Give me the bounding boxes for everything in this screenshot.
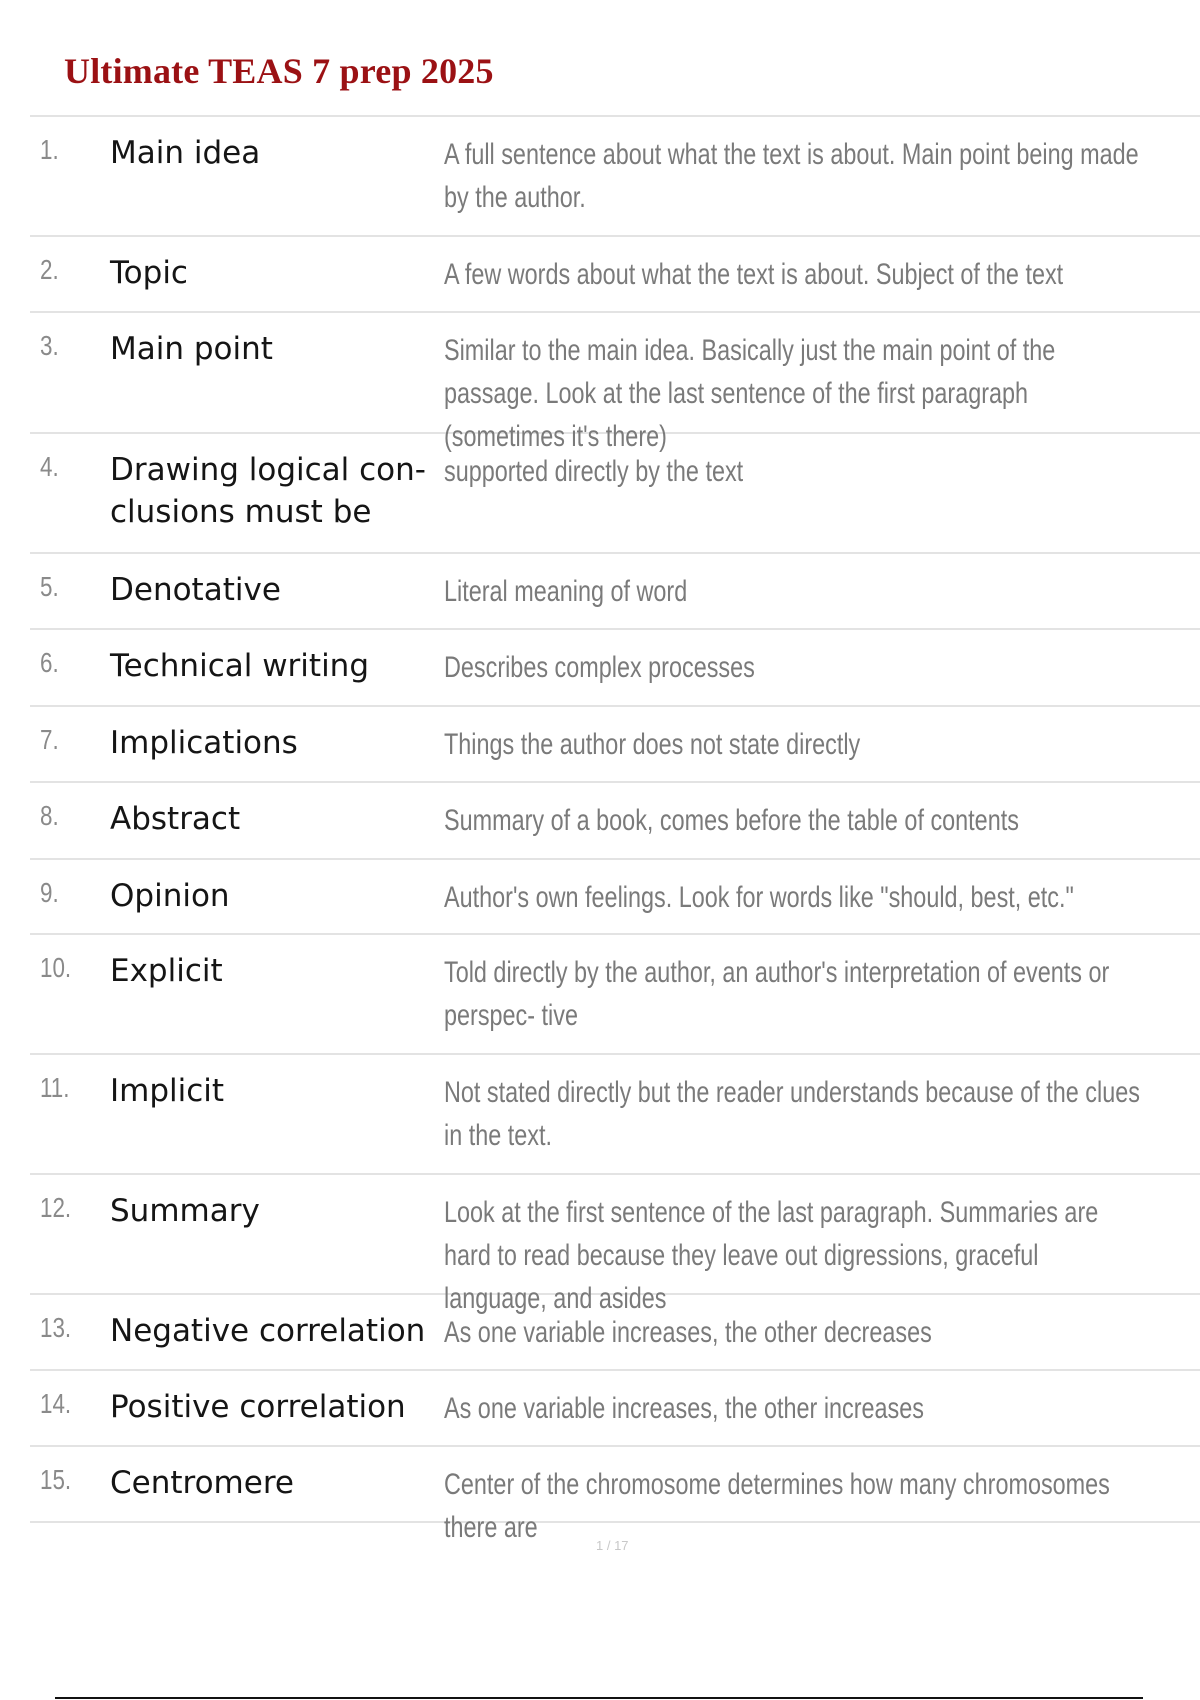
- term-label: Positive correlation: [110, 1389, 406, 1425]
- term-definition: Things the author does not state directly: [444, 728, 861, 761]
- term-definition: Describes complex processes: [444, 651, 755, 684]
- term-definition: Literal meaning of word: [444, 575, 688, 608]
- row-number: 6.: [40, 647, 59, 678]
- term-definition: A few words about what the text is about. Subject of the text: [444, 258, 1064, 291]
- term-label: Opinion: [110, 878, 230, 914]
- term-label: Drawing logical con- clusions must be: [110, 452, 426, 530]
- term-definition: A full sentence about what the text is about. Main point being made by the author.: [444, 138, 1139, 214]
- term-definition: Not stated directly but the reader understands because of the clues in the text.: [444, 1076, 1140, 1152]
- row-number: 12.: [40, 1192, 72, 1223]
- term-definition: Summary of a book, comes before the table of contents: [444, 804, 1019, 837]
- term-definition: Center of the chromosome determines how many chromosomes there are: [444, 1468, 1110, 1544]
- term-label: Abstract: [110, 801, 241, 837]
- term-label: Implications: [110, 725, 298, 761]
- term-definition: Told directly by the author, an author's interpretation of events or perspec- tive: [444, 956, 1110, 1032]
- row-number: 5.: [40, 571, 59, 602]
- row-number: 13.: [40, 1312, 72, 1343]
- row-number: 9.: [40, 877, 59, 908]
- row-number: 15.: [40, 1464, 72, 1495]
- term-row: [30, 313, 1200, 453]
- term-row: [30, 630, 1200, 707]
- row-number: 8.: [40, 800, 59, 831]
- row-number: 14.: [40, 1388, 72, 1419]
- row-number: 10.: [40, 952, 72, 983]
- footer-divider: [55, 1697, 1143, 1699]
- term-row: [30, 783, 1200, 860]
- term-row: [30, 707, 1200, 783]
- term-row: [30, 434, 1200, 554]
- document-title: Ultimate TEAS 7 prep 2025: [64, 51, 494, 91]
- term-label: Main point: [110, 331, 273, 367]
- term-label: Denotative: [110, 572, 281, 608]
- term-label: Explicit: [110, 953, 223, 989]
- term-label: Main idea: [110, 135, 261, 171]
- term-row: [30, 554, 1200, 630]
- flashcard-term-table: [30, 115, 1200, 1544]
- term-label: Technical writing: [110, 648, 370, 684]
- row-number: 3.: [40, 330, 59, 361]
- term-label: Negative correlation: [110, 1313, 426, 1349]
- term-definition: As one variable increases, the other increases: [444, 1392, 924, 1425]
- term-definition: supported directly by the text: [444, 455, 744, 488]
- term-label: Implicit: [110, 1073, 225, 1109]
- row-number: 2.: [40, 254, 59, 285]
- term-row: [30, 1175, 1200, 1315]
- term-row: [30, 237, 1200, 313]
- term-label: Topic: [110, 255, 188, 291]
- term-definition: Author's own feelings. Look for words like "should, best, etc.": [444, 881, 1074, 914]
- term-row: [30, 1055, 1200, 1175]
- term-row: [30, 1295, 1200, 1371]
- term-label: Summary: [110, 1193, 260, 1229]
- page-number: 1 / 17: [596, 1538, 629, 1553]
- term-row: [30, 860, 1200, 935]
- row-number: 4.: [40, 451, 59, 482]
- row-number: 11.: [40, 1072, 70, 1103]
- row-number: 7.: [40, 724, 59, 755]
- term-row: [30, 1447, 1200, 1544]
- term-definition: Similar to the main idea. Basically just the main point of the passage. Look at the last sentence of the first paragraph (sometimes it's there): [444, 334, 1056, 453]
- term-label: Centromere: [110, 1465, 294, 1501]
- term-row: [30, 117, 1200, 237]
- row-number: 1.: [40, 134, 59, 165]
- term-definition: As one variable increases, the other decreases: [444, 1316, 932, 1349]
- term-row: [30, 935, 1200, 1055]
- term-definition: Look at the first sentence of the last paragraph. Summaries are hard to read because they leave out digressions, graceful language, and asides: [444, 1196, 1099, 1315]
- term-row: [30, 1371, 1200, 1447]
